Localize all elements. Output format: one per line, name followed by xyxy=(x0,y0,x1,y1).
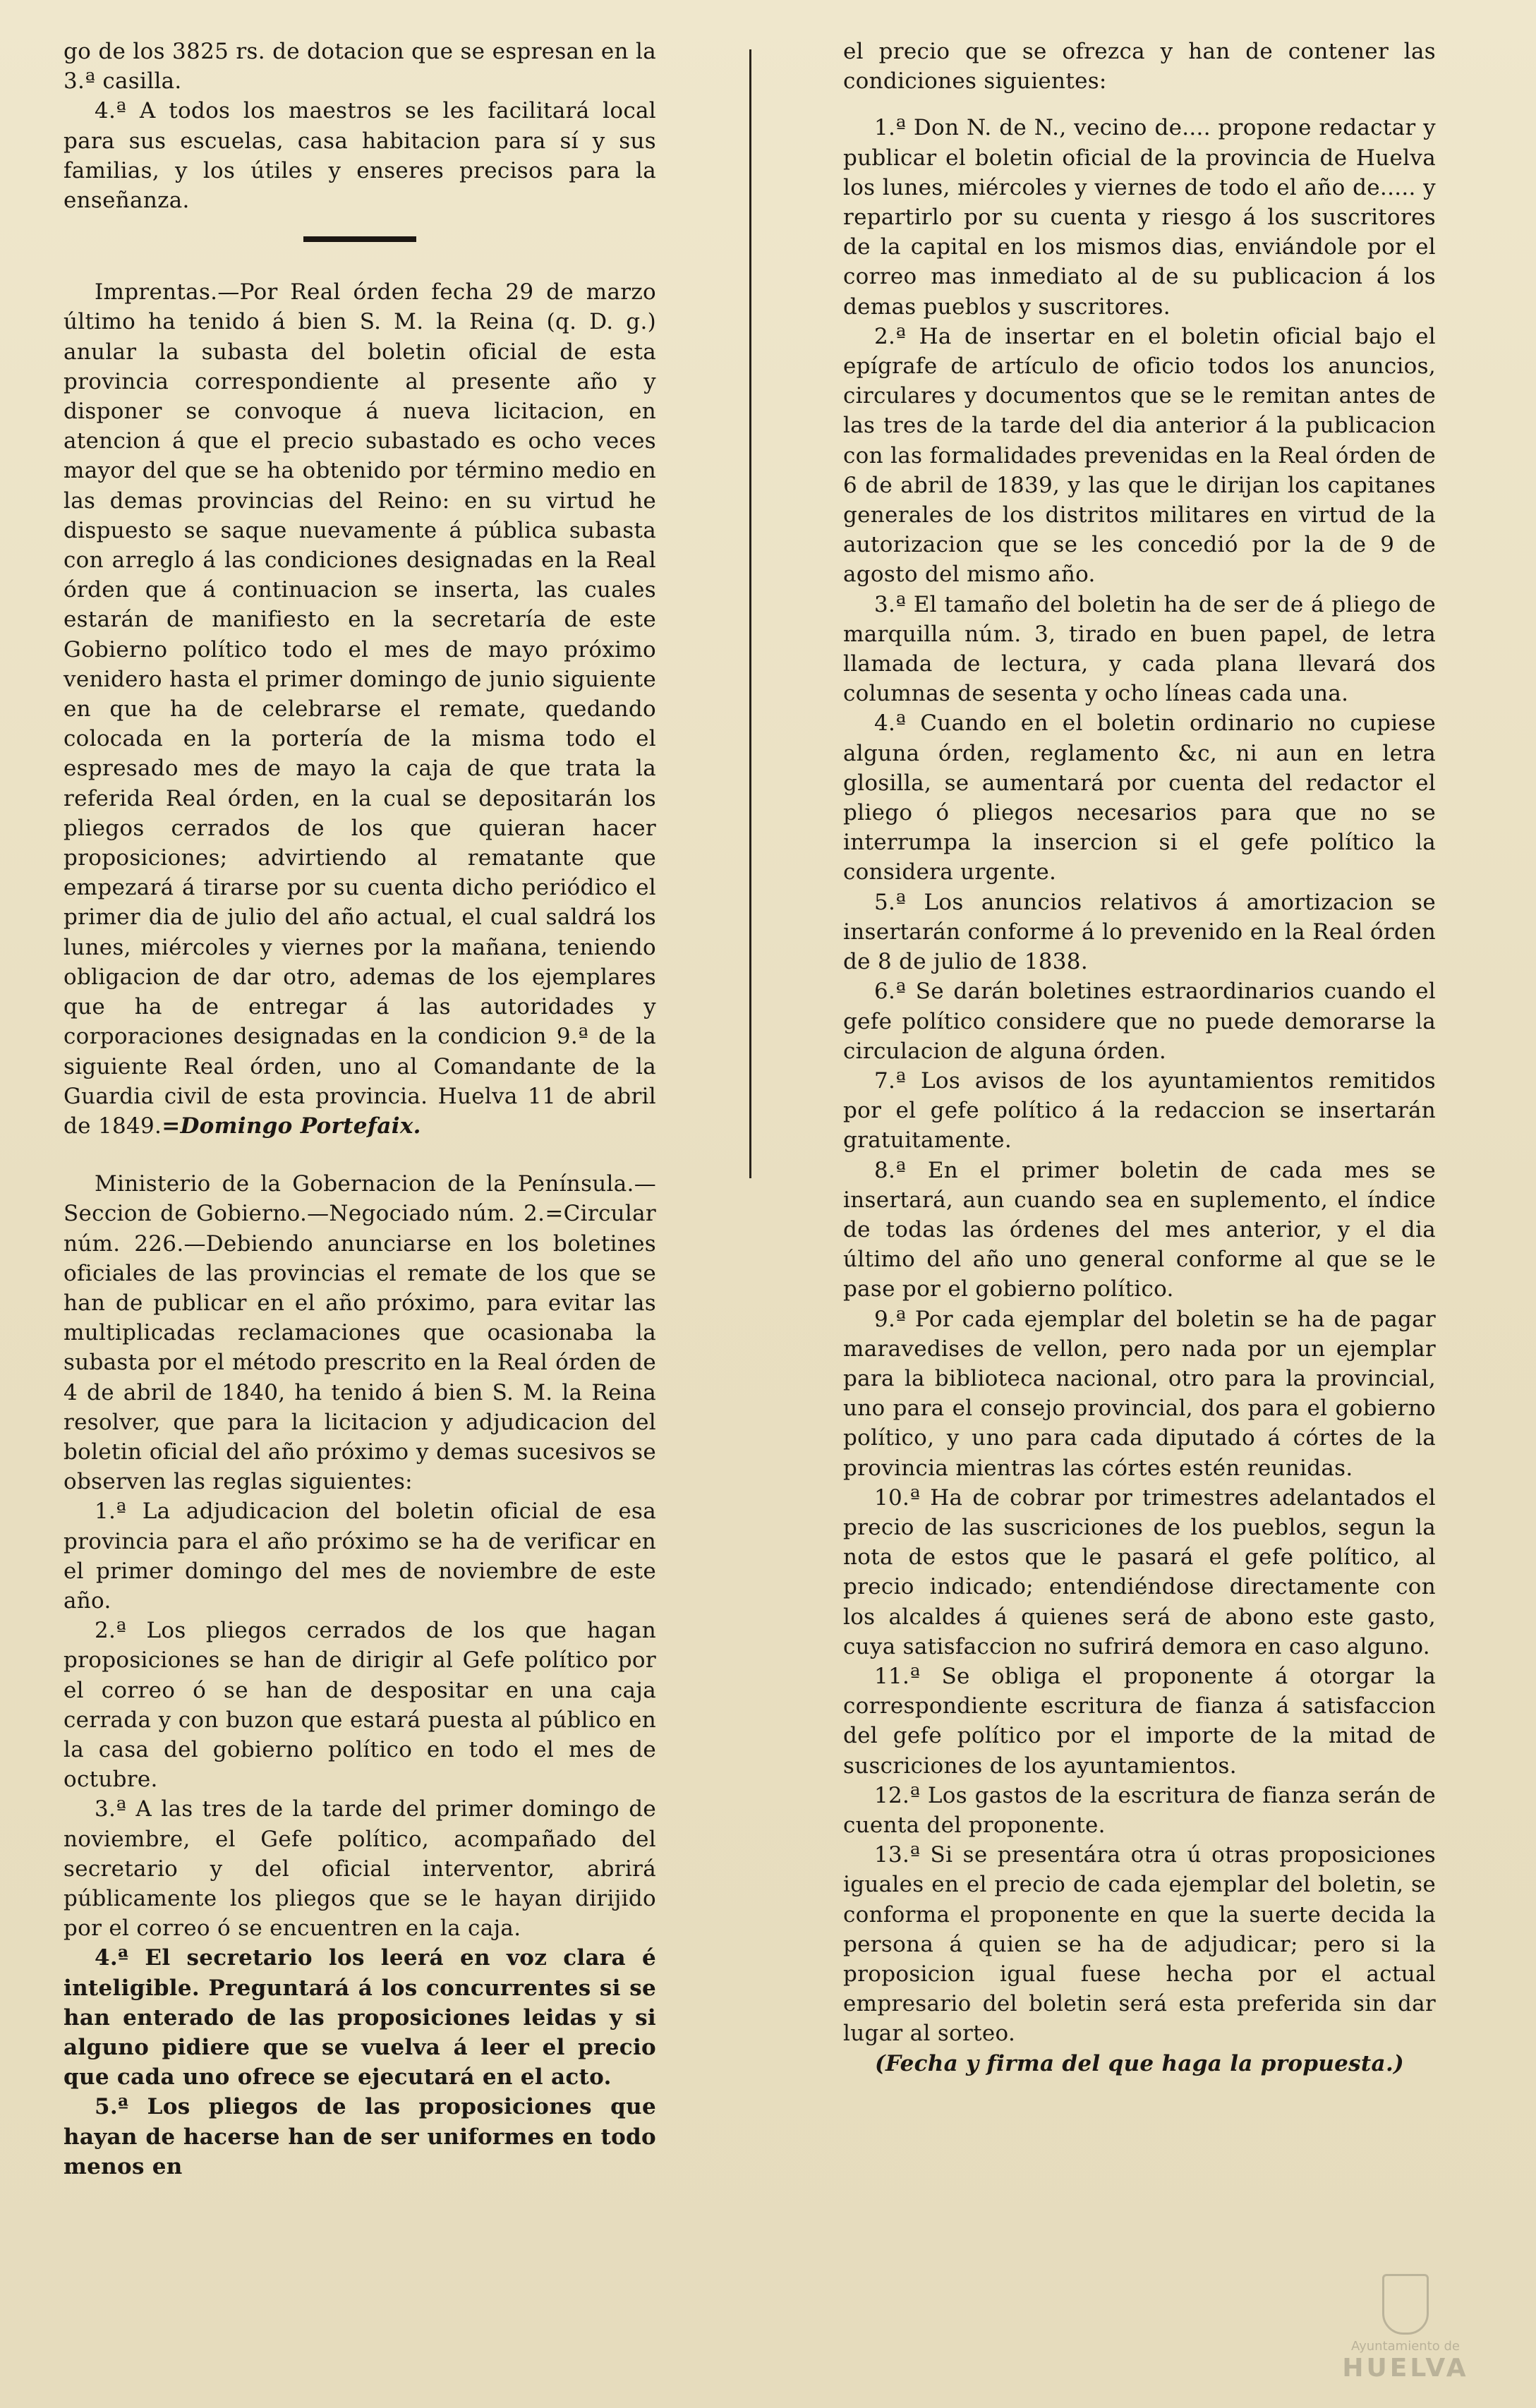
closing-signature: (Fecha y firma del que haga la propuesta.) xyxy=(875,2050,1404,2076)
condition-4: 4.ª Cuando en el boletin ordinario no cupiese alguna órden, reglamento &c, ni aun en letra glosilla, se aumentará por cuenta del redactor el pliego ó pliegos necesarios para que no se interrumpa la insercion si el gefe político la considera urgente. xyxy=(843,710,1436,885)
huelva-watermark xyxy=(1317,2274,1494,2383)
condition-9: 9.ª Por cada ejemplar del boletin se ha de pagar maravedises de vellon, pero nada por un ejemplar para la biblioteca nacional, otro para la provincial, uno para el consejo provincial, dos para el gobierno político, y uno para cada diputado á córtes de la provincia mientras las córtes estén reunidas. xyxy=(843,1306,1436,1481)
condition-12: 12.ª Los gastos de la escritura de fianza serán de cuenta del proponente. xyxy=(843,1782,1436,1838)
rule-3: 3.ª A las tres de la tarde del primer domingo de noviembre, el Gefe político, acompañado del secretario y del oficial interventor, abrirá públicamente los pliegos que se le hayan dirijido por el correo ó se encuentren en la caja. xyxy=(64,1796,656,1942)
left-column xyxy=(64,37,656,2182)
condition-7: 7.ª Los avisos de los ayuntamientos remitidos por el gefe político á la redaccion se insertarán gratuitamente. xyxy=(843,1067,1436,1154)
condition-5: 5.ª Los anuncios relativos á amortizacion se insertarán conforme á lo prevenido en la Real órden de 8 de julio de 1838. xyxy=(843,889,1436,975)
section-divider xyxy=(303,236,416,242)
condition-2: 2.ª Ha de insertar en el boletin oficial bajo el epígrafe de artículo de oficio todos los anuncios, circulares y documentos que se le remitan antes de las tres de la tarde del dia anterior á la publicacion con las formalidades prevenidas en la Real órden de 6 de abril de 1839, y las que le dirijan los capitanes generales de los distritos militares en virtud de la autorizacion que se les concedió por la de 9 de agosto del mismo año. xyxy=(843,323,1436,588)
rule-5: 5.ª Los pliegos de las proposiciones que hayan de hacerse han de ser uniformes en todo menos en xyxy=(64,2094,656,2179)
watermark-line-2: HUELVA xyxy=(1342,2354,1469,2383)
rule-2: 2.ª Los pliegos cerrados de los que hagan proposiciones se han de dirigir al Gefe político por el correo ó se han de despositar en una caja cerrada y con buzon que estará puesta al público en la casa del gobierno político en todo el mes de octubre. xyxy=(64,1618,656,1793)
rule-1: 1.ª La adjudicacion del boletin oficial de esa provincia para el año próximo se ha de verificar en el primer domingo del mes de noviembre de este año. xyxy=(64,1499,656,1614)
left-paragraph-2: 4.ª A todos los maestros se les facilitará local para sus escuelas, casa habitacion para sí y sus familias, y los útiles y enseres precisos para la enseñanza. xyxy=(64,98,656,214)
signature-portefaix: =Domingo Portefaix. xyxy=(162,1113,421,1139)
ministerio-paragraph: Ministerio de la Gobernacion de la Península.—Seccion de Gobierno.—Negociado núm. 2.=Circular núm. 226.—Debiendo anunciarse en los boletines oficiales de las provincias el remate de los que se han de publicar en el año próximo, para evitar las multiplicadas reclamaciones que ocasionaba la subasta por el método prescrito en la Real órden de 4 de abril de 1840, ha tenido á bien S. M. la Reina resolver, que para la licitacion y adjudicacion del boletin oficial del año próximo y demas sucesivos se observen las reglas siguientes: xyxy=(64,1171,656,1495)
imprentas-text: Imprentas.—Por Real órden fecha 29 de marzo último ha tenido á bien S. M. la Reina (q. D. g.) anular la subasta del boletin oficial de esta provincia correspondiente al presente año y disponer se convoque á nueva licitacion, en atencion á que el precio subastado es ocho veces mayor del que se ha obtenido por término medio en las demas provincias del Reino: en su virtud he dispuesto se saque nuevamente á pública subasta con arreglo á las condiciones designadas en la Real órden que á continuacion se inserta, las cuales estarán de manifiesto en la secretaría de este Gobierno político todo el mes de mayo próximo venidero hasta el primer domingo de junio siguiente en que ha de celebrarse el remate, quedando colocada en la portería de la misma todo el espresado mes de mayo la caja de que trata la referida Real órden, en la cual se depositarán los pliegos cerrados de los que quieran hacer proposiciones; advirtiendo al rematante que empezará á tirarse por su cuenta dicho periódico el primer dia de julio del año actual, el cual saldrá los lunes, miércoles y viernes por la mañana, teniendo obligacion de dar otro, ademas de los ejemplares que ha de entregar á las autoridades y corporaciones designadas en la condicion 9.ª de la siguiente Real órden, uno al Comandante de la Guardia civil de esta provincia. Huelva 11 de abril de 1849. xyxy=(64,279,656,1139)
column-divider xyxy=(749,49,751,1178)
watermark-line-1: Ayuntamiento de xyxy=(1351,2339,1460,2354)
condition-8: 8.ª En el primer boletin de cada mes se insertará, aun cuando sea en suplemento, el índice de todas las órdenes del mes anterior, y el dia último del año uno general conforme al que se le pase por el gobierno político. xyxy=(843,1157,1436,1302)
right-column xyxy=(843,37,1436,2079)
condition-13: 13.ª Si se presentára otra ú otras proposiciones iguales en el precio de cada ejemplar del boletin, se conforma el proponente en que la suerte decida la persona á quien se ha de adjudicar; pero si la proposicion igual fuese hecha por el actual empresario del boletin será esta preferida sin dar lugar al sorteo. xyxy=(843,1842,1436,2047)
right-paragraph-0: el precio que se ofrezca y han de contener las condiciones siguientes: xyxy=(843,39,1436,95)
condition-6: 6.ª Se darán boletines estraordinarios cuando el gefe político considere que no puede demorarse la circulacion de alguna órden. xyxy=(843,979,1436,1064)
spacer xyxy=(64,1141,656,1169)
condition-1: 1.ª Don N. de N., vecino de.... propone redactar y publicar el boletin oficial de la provincia de Huelva los lunes, miércoles y viernes de todo el año de..... y repartirlo por su cuenta y riesgo á los suscritores de la capital en los mismos dias, enviándole por el correo mas inmediato al de su publicacion á los demas pueblos y suscritores. xyxy=(843,115,1436,320)
rule-4: 4.ª El secretario los leerá en voz clara é inteligible. Preguntará á los concurrentes si se han enterado de las proposiciones leidas y si alguno pidiere que se vuelva á leer el precio que cada uno ofrece se ejecutará en el acto. xyxy=(64,1945,656,2091)
condition-3: 3.ª El tamaño del boletin ha de ser de á pliego de marquilla núm. 3, tirado en buen papel, de letra llamada de lectura, y cada plana llevará dos columnas de sesenta y ocho líneas cada una. xyxy=(843,591,1436,707)
imprentas-paragraph xyxy=(64,277,656,1141)
condition-10: 10.ª Ha de cobrar por trimestres adelantados el precio de las suscriciones de los pueblos, segun la nota de estos que le pasará el gefe político, al precio indicado; entendiéndose directamente con los alcaldes á quienes será de abono este gasto, cuya satisfaccion no sufrirá demora en caso alguno. xyxy=(843,1484,1436,1659)
left-paragraph-1: go de los 3825 rs. de dotacion que se espresan en la 3.ª casilla. xyxy=(64,39,656,95)
condition-11: 11.ª Se obliga el proponente á otorgar la correspondiente escritura de fianza á satisfaccion del gefe político por el importe de la mitad de suscriciones de los ayuntamientos. xyxy=(843,1663,1436,1779)
coat-of-arms-icon xyxy=(1382,2274,1429,2335)
